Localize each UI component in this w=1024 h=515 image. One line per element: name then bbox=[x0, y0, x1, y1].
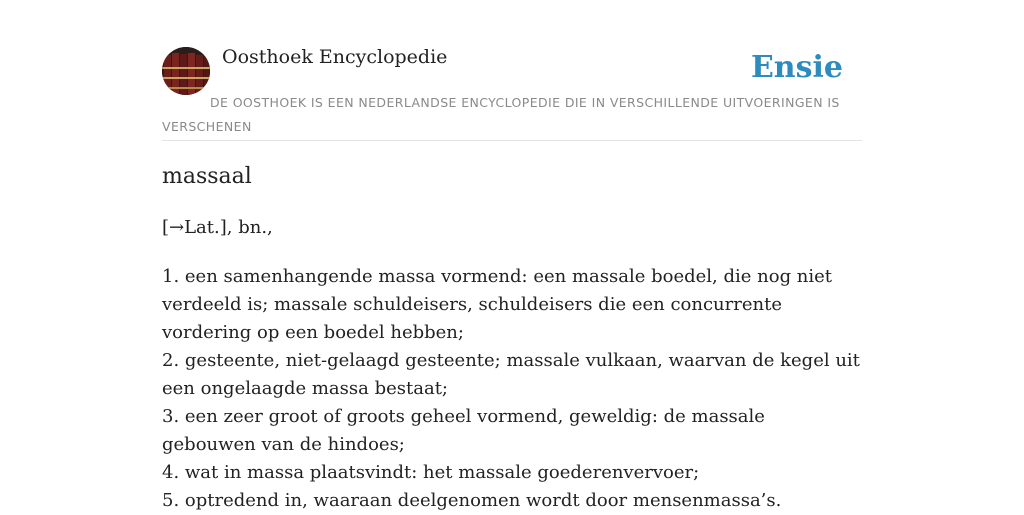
definition-item: 3. een zeer groot of groots geheel vormend, geweldig: de massale gebouwen van de hindoes; bbox=[162, 406, 765, 455]
site-header bbox=[162, 0, 862, 141]
definition-item: 4. wat in massa plaatsvindt: het massale goederenvervoer; bbox=[162, 462, 700, 483]
books-image-icon bbox=[162, 47, 210, 95]
site-title-link[interactable]: Oosthoek Encyclopedie bbox=[222, 46, 448, 68]
encyclopedia-books-avatar[interactable] bbox=[162, 47, 210, 95]
definition-item: 1. een samenhangende massa vormend: een massale boedel, die nog niet verdeeld is; massale schuldeisers, schuldeisers die een concurrente vordering op een boedel hebben; bbox=[162, 266, 833, 343]
entry-definitions bbox=[162, 263, 862, 515]
definition-item: 2. gesteente, niet-gelaagd gesteente; massale vulkaan, waarvan de kegel uit een ongelaagde massa bestaat; bbox=[162, 350, 860, 399]
entry-etymology: [→Lat.], bn., bbox=[162, 217, 273, 238]
page-container bbox=[162, 0, 862, 511]
entry-headword: massaal bbox=[162, 164, 252, 189]
site-tagline: DE OOSTHOEK IS EEN NEDERLANDSE ENCYCLOPEDIE DIE IN VERSCHILLENDE UITVOERINGEN IS VERSCHENEN bbox=[162, 95, 840, 134]
definition-item: 5. optredend in, waaraan deelgenomen wordt door mensenmassa’s. bbox=[162, 490, 782, 511]
ensie-logo-link[interactable]: Ensie bbox=[750, 50, 843, 85]
